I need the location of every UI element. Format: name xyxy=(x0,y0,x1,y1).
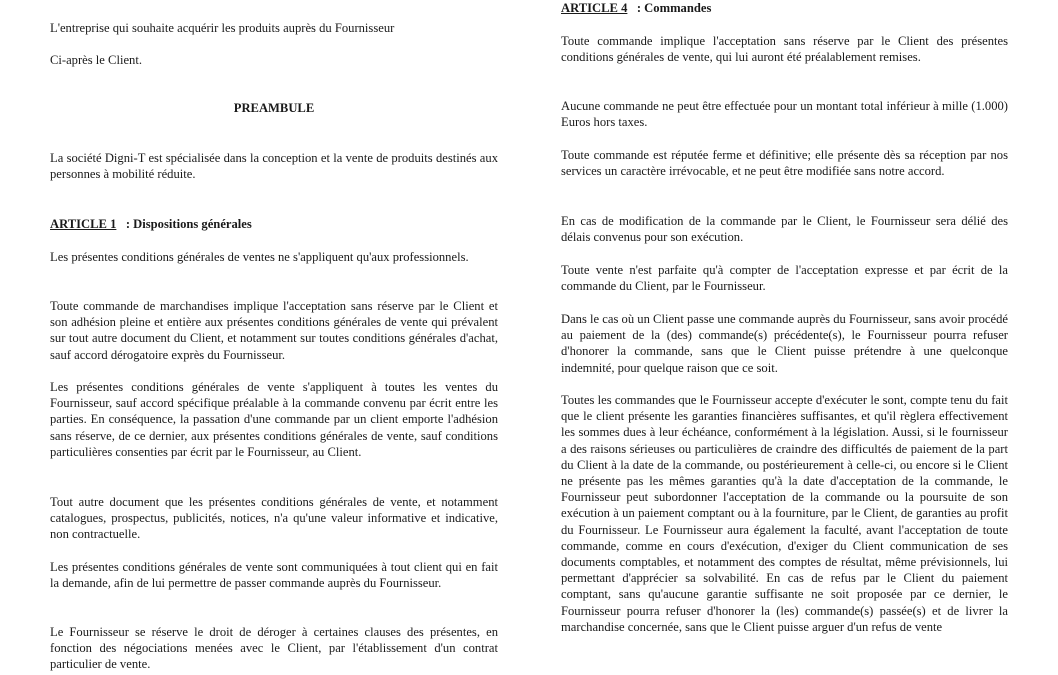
article1-paragraph: Tout autre document que les présentes conditions générales de vente, et notamment catalogues, prospectus, publicités, notices, n'a qu'une valeur informative et indicative, non contractuelle. xyxy=(50,495,498,542)
preamble-title: PREAMBULE xyxy=(233,101,315,115)
article1-heading xyxy=(50,216,498,232)
client-line: Ci-après le Client. xyxy=(50,53,142,67)
article4-paragraph: Dans le cas où un Client passe une commande auprès du Fournisseur, sans avoir procédé au paiement de la (des) commande(s) précédente(s), le Fournisseur pourra refuser d'honorer la commande, sans que le Client puisse prétendre à une quelconque indemnité, pour quelque raison que ce soit. xyxy=(561,312,1008,375)
article4-paragraph: Toute commande implique l'acceptation sans réserve par le Client des présentes conditions générales de vente, qui lui auront été préalablement remises. xyxy=(561,34,1008,65)
article1-paragraph: Le Fournisseur se réserve le droit de déroger à certaines clauses des présentes, en fonction des négociations menées avec le Client, par l'établissement d'un contrat particulier de vente. xyxy=(50,625,498,672)
intro-line: L'entreprise qui souhaite acquérir les produits auprès du Fournisseur xyxy=(50,21,395,35)
article4-number: ARTICLE 4 xyxy=(561,1,628,15)
article4-paragraph: En cas de modification de la commande par le Client, le Fournisseur sera délié des délais convenus pour son exécution. xyxy=(561,214,1008,245)
article1-title: : Dispositions générales xyxy=(125,217,252,231)
preamble-text: La société Digni-T est spécialisée dans la conception et la vente de produits destinés aux personnes à mobilité réduite. xyxy=(50,151,498,182)
article4-title: : Commandes xyxy=(636,1,712,15)
article1-paragraph: Les présentes conditions générales de vente s'appliquent à toutes les ventes du Fournisseur, sauf accord spécifique préalable à la commande convenu par écrit entre les parties. En conséquence, la passation d'une commande par un client emporte l'adhésion sans réserve, de ce dernier, aux présentes conditions générales de vente, sauf conditions particulières consenties par écrit par le Fournisseur, au Client. xyxy=(50,380,498,459)
article4-paragraph: Toute vente n'est parfaite qu'à compter de l'acceptation expresse et par écrit de la commande du Client, par le Fournisseur. xyxy=(561,263,1008,294)
article1-number: ARTICLE 1 xyxy=(50,217,117,231)
article1-paragraph: Toute commande de marchandises implique l'acceptation sans réserve par le Client et son adhésion pleine et entière aux présentes conditions générales de vente qui prévalent sur tout autre document du Client, et notamment sur toutes conditions générales d'achat, sauf accord dérogatoire exprès du Fournisseur. xyxy=(50,299,498,362)
article1-paragraph: Les présentes conditions générales de vente sont communiquées à tout client qui en fait la demande, afin de lui permettre de passer commande auprès du Fournisseur. xyxy=(50,560,498,591)
article4-heading xyxy=(561,0,1008,16)
article4-paragraph: Toute commande est réputée ferme et définitive; elle présente dès sa réception par nos services un caractère irrévocable, et ne peut être modifiée sans notre accord. xyxy=(561,148,1008,179)
article4-paragraph: Aucune commande ne peut être effectuée pour un montant total inférieur à mille (1.000) Euros hors taxes. xyxy=(561,99,1008,130)
article4-paragraph: Toutes les commandes que le Fournisseur accepte d'exécuter le sont, compte tenu du fait que le client présente les garanties financières suffisantes, et qu'il règlera effectivement les sommes dues à leur échéance, conformément à la législation. Aussi, si le fournisseur a des raisons sérieuses ou particulières de craindre des difficultés de paiement de la part du Client à la date de la commande, ou postérieurement à celle-ci, ou encore si le Client ne présente pas les mêmes garanties qu'à la date d'acceptation de la commande, le Fournisseur peut subordonner l'acceptation de la commande ou la poursuite de son exécution à un paiement comptant ou à la fourniture, par le Client, de garanties au profit du Fournisseur. Le Fournisseur aura également la faculté, avant l'acceptation de toute commande, comme en cours d'exécution, d'exiger du Client communication de ses documents comptables, et notamment des comptes de résultat, même prévisionnels, lui permettant d'apprécier sa solvabilité. En cas de refus par le Client du paiement comptant, sans qu'aucune garantie suffisante ne soit proposée par ce dernier, le Fournisseur pourra refuser d'honorer la (les) commande(s) passée(s) et de livrer la marchandise concernée, sans que le Client puisse arguer d'un refus de vente xyxy=(561,393,1008,634)
article1-paragraph: Les présentes conditions générales de ventes ne s'appliquent qu'aux professionnels. xyxy=(50,250,469,264)
